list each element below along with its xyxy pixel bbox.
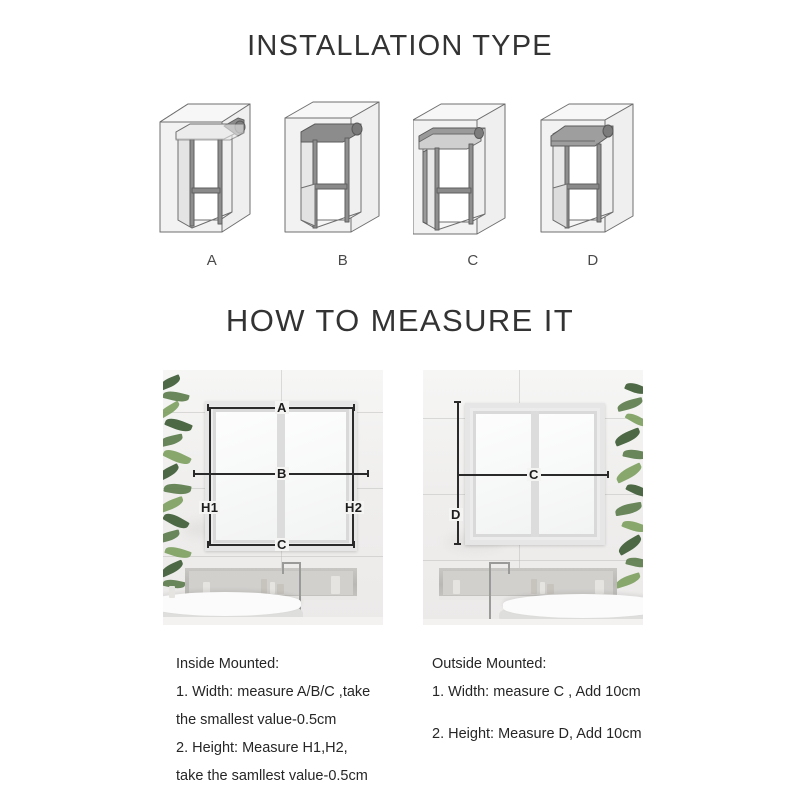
installation-diagram-d-label: D: [587, 252, 599, 269]
installation-diagram-a: [152, 92, 272, 269]
inside-mounted-height-line1: 2. Height: Measure H1,H2,: [176, 740, 348, 756]
inside-mounted-title: Inside Mounted:: [176, 656, 280, 672]
inside-mounted-width-line2: the smallest value-0.5cm: [176, 712, 337, 728]
installation-type-title: INSTALLATION TYPE: [247, 30, 553, 62]
outside-mounted-height: 2. Height: Measure D, Add 10cm: [432, 726, 642, 742]
outside-mounted-width: 1. Width: measure C , Add 10cm: [432, 684, 641, 700]
installation-diagram-a-label: A: [206, 252, 218, 269]
inside-mount-window-photo: [163, 370, 383, 625]
installation-diagram-b-label: B: [337, 252, 349, 269]
installation-diagram-d: [533, 92, 653, 269]
outside-mount-window-photo: [423, 370, 643, 625]
installation-diagram-c-label: C: [467, 252, 479, 269]
measure-line-h1: [209, 407, 211, 546]
measure-label-a: A: [277, 400, 287, 415]
outside-mounted-instructions: [432, 653, 657, 765]
measure-label-c: C: [529, 467, 539, 482]
measure-label-d: D: [451, 507, 461, 522]
measure-label-h1: H1: [201, 500, 219, 515]
inside-mounted-width-line1: 1. Width: measure A/B/C ,take: [176, 684, 371, 700]
measure-label-c: C: [277, 537, 287, 552]
measure-line-h2: [352, 407, 354, 546]
measure-line-d: [457, 401, 459, 545]
how-to-measure-title: HOW TO MEASURE IT: [225, 303, 575, 338]
measure-label-b: B: [277, 466, 287, 481]
installation-diagram-b: [283, 92, 403, 269]
inside-mounted-instructions: [176, 653, 391, 793]
installation-diagrams: [150, 92, 660, 277]
inside-mounted-height-line2: take the samllest value-0.5cm: [176, 768, 368, 784]
measure-label-h2: H2: [345, 500, 363, 515]
outside-mounted-title: Outside Mounted:: [432, 656, 547, 672]
faucet: [489, 562, 491, 625]
installation-diagram-c: [413, 92, 533, 269]
